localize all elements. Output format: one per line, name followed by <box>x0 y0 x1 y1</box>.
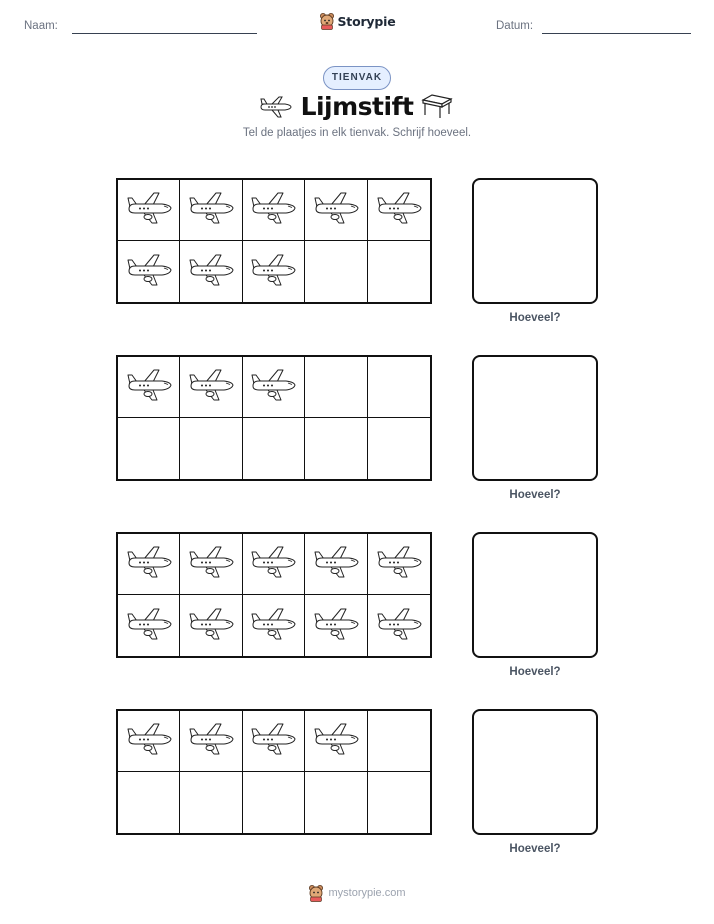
category-tag: TIENVAK <box>323 66 391 90</box>
answer-label: Hoeveel? <box>509 489 561 501</box>
airplane-icon <box>313 191 359 229</box>
ten-frame-cell <box>368 418 430 479</box>
date-line[interactable] <box>542 33 691 34</box>
airplane-icon <box>250 722 296 760</box>
ten-frame-cell <box>180 595 242 656</box>
page-title: Lijmstift <box>300 92 414 121</box>
airplane-icon <box>188 253 234 291</box>
answer-box[interactable] <box>472 178 598 304</box>
airplane-icon <box>250 253 296 291</box>
ten-frame-cell <box>243 357 305 418</box>
ten-frame-cell <box>305 595 367 656</box>
ten-frame-cell <box>243 180 305 241</box>
mascot-icon <box>319 12 335 30</box>
ten-frame <box>116 178 432 304</box>
airplane-icon <box>126 191 172 229</box>
answer-label: Hoeveel? <box>509 312 561 324</box>
ten-frame-cell <box>305 711 367 772</box>
answer-label: Hoeveel? <box>509 666 561 678</box>
airplane-icon <box>126 368 172 406</box>
answer-label: Hoeveel? <box>509 843 561 855</box>
ten-frame-cell <box>243 534 305 595</box>
brand-logo <box>0 12 714 30</box>
ten-frame-cell <box>243 595 305 656</box>
ten-frame-cell <box>368 180 430 241</box>
mascot-icon <box>308 884 324 902</box>
airplane-icon <box>250 368 296 406</box>
ten-frame-cell <box>180 534 242 595</box>
name-label: Naam: <box>24 20 58 32</box>
airplane-icon <box>313 545 359 583</box>
ten-frame-cell <box>118 772 180 833</box>
airplane-icon <box>188 607 234 645</box>
airplane-icon <box>376 191 422 229</box>
answer-box[interactable] <box>472 532 598 658</box>
airplane-icon <box>126 253 172 291</box>
ten-frame-cell <box>243 418 305 479</box>
ten-frame-cell <box>368 595 430 656</box>
ten-frame-cell <box>118 595 180 656</box>
airplane-icon <box>188 368 234 406</box>
airplane-icon <box>188 545 234 583</box>
ten-frame <box>116 709 432 835</box>
ten-frame-cell <box>118 180 180 241</box>
ten-frame-cell <box>368 357 430 418</box>
ten-frame-cell <box>243 772 305 833</box>
ten-frame-cell <box>243 711 305 772</box>
airplane-icon <box>376 545 422 583</box>
ten-frame <box>116 532 432 658</box>
ten-frame-cell <box>368 772 430 833</box>
ten-frame-cell <box>305 772 367 833</box>
ten-frame-cell <box>368 241 430 302</box>
airplane-icon <box>250 191 296 229</box>
ten-frame-cell <box>305 241 367 302</box>
airplane-icon <box>313 607 359 645</box>
ten-frame-cell <box>180 180 242 241</box>
ten-frame-cell <box>243 241 305 302</box>
answer-box[interactable] <box>472 355 598 481</box>
airplane-icon <box>376 607 422 645</box>
airplane-icon <box>250 545 296 583</box>
ten-frame-cell <box>180 357 242 418</box>
ten-frame-cell <box>368 534 430 595</box>
airplane-icon <box>126 607 172 645</box>
table-icon <box>420 93 454 119</box>
ten-frame-cell <box>118 241 180 302</box>
ten-frame-cell <box>180 772 242 833</box>
ten-frame-cell <box>368 711 430 772</box>
footer-url: mystorypie.com <box>328 887 406 899</box>
airplane-icon <box>126 545 172 583</box>
answer-box[interactable] <box>472 709 598 835</box>
ten-frame-cell <box>305 357 367 418</box>
ten-frame-cell <box>118 711 180 772</box>
airplane-icon <box>313 722 359 760</box>
ten-frame-cell <box>118 418 180 479</box>
ten-frame-cell <box>180 241 242 302</box>
ten-frame-cell <box>180 418 242 479</box>
date-label: Datum: <box>496 20 534 32</box>
instruction-text: Tel de plaatjes in elk tienvak. Schrijf hoeveel. <box>242 127 472 139</box>
ten-frame-cell <box>180 711 242 772</box>
name-line[interactable] <box>72 33 257 34</box>
airplane-icon <box>188 722 234 760</box>
ten-frame-cell <box>305 180 367 241</box>
ten-frame-cell <box>118 357 180 418</box>
airplane-icon <box>250 607 296 645</box>
ten-frame-cell <box>305 534 367 595</box>
brand-name: Storypie <box>337 13 396 29</box>
title-row <box>0 92 714 126</box>
footer <box>0 884 714 902</box>
ten-frame <box>116 355 432 481</box>
ten-frame-cell <box>118 534 180 595</box>
airplane-icon <box>126 722 172 760</box>
airplane-icon <box>188 191 234 229</box>
ten-frame-cell <box>305 418 367 479</box>
